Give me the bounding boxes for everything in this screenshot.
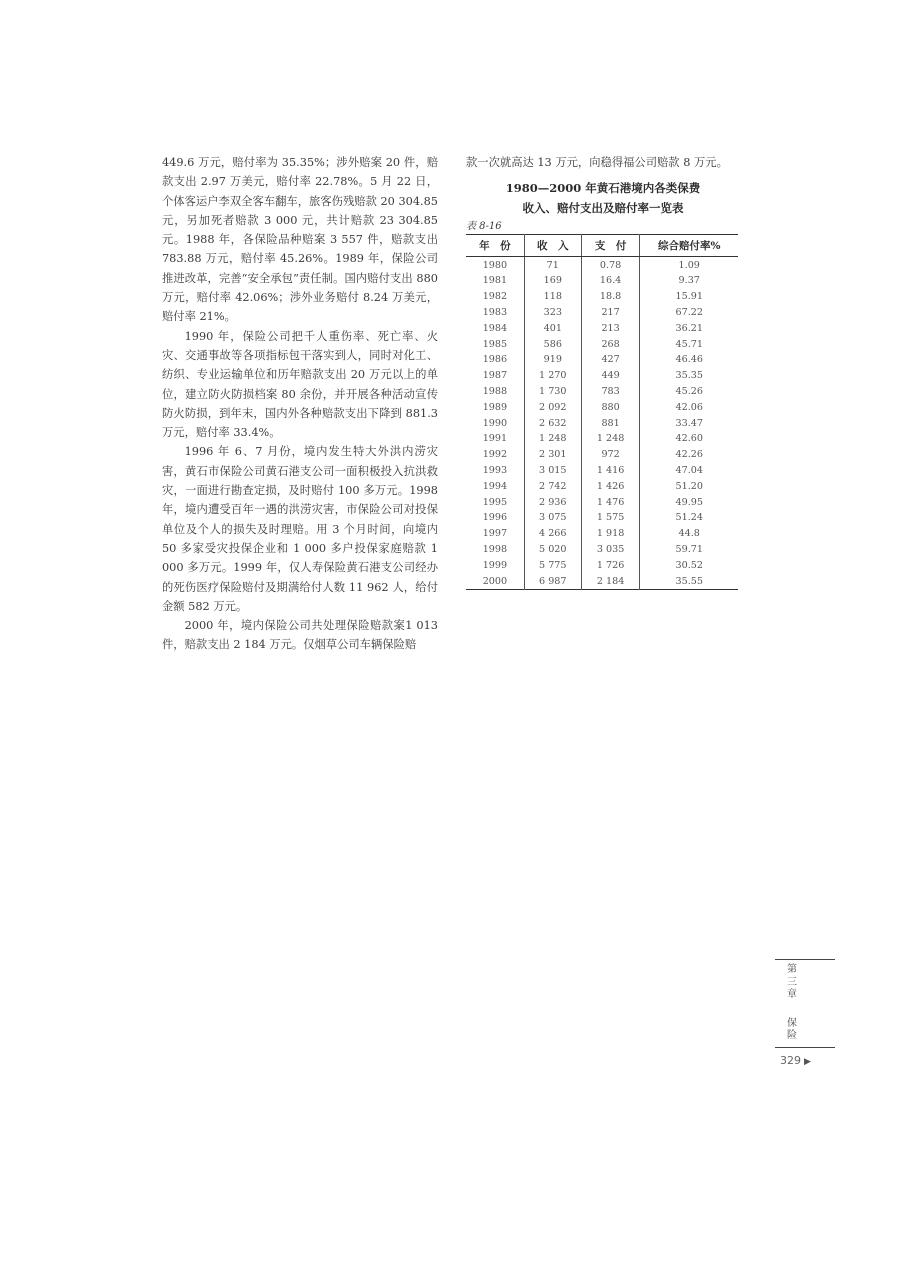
header-rate: 综合赔付率% bbox=[640, 235, 738, 257]
cell-income: 2 632 bbox=[524, 415, 581, 431]
cell-year: 1986 bbox=[482, 354, 508, 366]
cell-payment: 3 035 bbox=[581, 542, 640, 558]
cell-payment: 880 bbox=[581, 399, 640, 415]
right-column bbox=[466, 153, 740, 590]
cell-year: 1996 bbox=[482, 512, 508, 524]
table-row bbox=[466, 336, 738, 352]
cell-year: 1988 bbox=[482, 386, 508, 398]
chapter-label: 第三章 bbox=[787, 964, 797, 1000]
table-row bbox=[466, 463, 738, 479]
table-row bbox=[466, 573, 738, 589]
cell-income: 2 936 bbox=[524, 494, 581, 510]
cell-income: 5 020 bbox=[524, 542, 581, 558]
cell-payment: 1 726 bbox=[581, 557, 640, 573]
cell-payment: 1 248 bbox=[581, 431, 640, 447]
cell-rate: 51.20 bbox=[640, 478, 738, 494]
cell-income: 586 bbox=[524, 336, 581, 352]
cell-rate: 46.46 bbox=[640, 352, 738, 368]
cell-payment: 18.8 bbox=[581, 289, 640, 305]
cell-year: 1985 bbox=[482, 338, 508, 350]
table-row bbox=[466, 526, 738, 542]
cell-income: 169 bbox=[524, 273, 581, 289]
cell-rate: 30.52 bbox=[640, 557, 738, 573]
cell-payment: 972 bbox=[581, 447, 640, 463]
cell-payment: 1 426 bbox=[581, 478, 640, 494]
table-title-line-2: 收入、赔付支出及赔付率一览表 bbox=[522, 201, 684, 216]
table-row bbox=[466, 384, 738, 400]
cell-income: 5 775 bbox=[524, 557, 581, 573]
cell-payment: 213 bbox=[581, 320, 640, 336]
cell-year: 1993 bbox=[482, 465, 508, 477]
header-income: 收 入 bbox=[524, 235, 581, 257]
continuation-line: 款一次就高达 13 万元，向稳得福公司赔款 8 万元。 bbox=[466, 156, 728, 169]
header-payment: 支 付 bbox=[581, 235, 640, 257]
cell-rate: 33.47 bbox=[640, 415, 738, 431]
cell-rate: 49.95 bbox=[640, 494, 738, 510]
table-row bbox=[466, 510, 738, 526]
cell-rate: 36.21 bbox=[640, 320, 738, 336]
table-header-row bbox=[466, 235, 738, 257]
table-title-line-1: 1980—2000 年黄石港境内各类保费 bbox=[505, 181, 701, 196]
cell-income: 2 092 bbox=[524, 399, 581, 415]
cell-payment: 1 416 bbox=[581, 463, 640, 479]
table-row bbox=[466, 542, 738, 558]
cell-income: 118 bbox=[524, 289, 581, 305]
cell-year: 1980 bbox=[482, 259, 508, 271]
cell-rate: 51.24 bbox=[640, 510, 738, 526]
cell-income: 919 bbox=[524, 352, 581, 368]
cell-year: 1997 bbox=[482, 528, 508, 540]
cell-year: 1990 bbox=[482, 417, 508, 429]
cell-income: 401 bbox=[524, 320, 581, 336]
body-paragraph: 449.6 万元，赔付率为 35.35%；涉外赔案 20 件，赔款支出 2.97 万美元，赔付率 22.78%。5 月 22 日，个体客运户李双全客车翻车，旅客伤残赔款 20 304.85 元，另加死者赔款 3 000 元，共计赔款 23 304.85 元。1988 年，各保险品种赔案 3 557 件，赔款支出 783.88 万元，赔付率 45.26%。1989 年，保险公司推进改革，完善“安全承包”责任制。国内赔付支出 880 万元，赔付率 42.06%；涉外业务赔付 8.24 万美元，赔付率 21%。 bbox=[162, 156, 438, 324]
table-row bbox=[466, 305, 738, 321]
cell-rate: 59.71 bbox=[640, 542, 738, 558]
cell-year: 1992 bbox=[482, 449, 508, 461]
cell-income: 1 730 bbox=[524, 384, 581, 400]
cell-payment: 1 575 bbox=[581, 510, 640, 526]
cell-payment: 2 184 bbox=[581, 573, 640, 589]
cell-rate: 44.8 bbox=[640, 526, 738, 542]
cell-year: 1983 bbox=[482, 307, 508, 319]
left-text-column bbox=[162, 153, 438, 655]
cell-payment: 427 bbox=[581, 352, 640, 368]
cell-payment: 1 918 bbox=[581, 526, 640, 542]
cell-year: 1989 bbox=[482, 401, 508, 413]
table-row bbox=[466, 415, 738, 431]
table-row bbox=[466, 478, 738, 494]
body-paragraph: 2000 年，境内保险公司共处理保险赔款案1 013 件，赔款支出 2 184 万元。仅烟草公司车辆保险赔 bbox=[162, 619, 438, 652]
cell-payment: 783 bbox=[581, 384, 640, 400]
table-number: 表 8-16 bbox=[466, 221, 502, 233]
cell-payment: 881 bbox=[581, 415, 640, 431]
cell-rate: 42.06 bbox=[640, 399, 738, 415]
cell-year: 1995 bbox=[482, 496, 508, 508]
table-title bbox=[466, 178, 740, 218]
cell-year: 2000 bbox=[482, 575, 508, 587]
cell-income: 6 987 bbox=[524, 573, 581, 589]
cell-payment: 268 bbox=[581, 336, 640, 352]
table-row bbox=[466, 320, 738, 336]
chapter-side-tab bbox=[775, 959, 835, 1048]
cell-year: 1994 bbox=[482, 480, 508, 492]
cell-year: 1991 bbox=[482, 433, 508, 445]
table-row bbox=[466, 431, 738, 447]
cell-income: 3 075 bbox=[524, 510, 581, 526]
cell-rate: 35.35 bbox=[640, 368, 738, 384]
page-number bbox=[780, 1054, 811, 1067]
cell-rate: 35.55 bbox=[640, 573, 738, 589]
side-tab-top-rule bbox=[775, 959, 835, 960]
cell-income: 3 015 bbox=[524, 463, 581, 479]
cell-rate: 1.09 bbox=[640, 257, 738, 273]
cell-rate: 47.04 bbox=[640, 463, 738, 479]
table-row bbox=[466, 447, 738, 463]
cell-rate: 15.91 bbox=[640, 289, 738, 305]
header-year: 年 份 bbox=[466, 235, 524, 257]
table-row bbox=[466, 352, 738, 368]
table-row bbox=[466, 368, 738, 384]
cell-year: 1998 bbox=[482, 544, 508, 556]
cell-rate: 9.37 bbox=[640, 273, 738, 289]
table-row bbox=[466, 257, 738, 273]
cell-income: 1 270 bbox=[524, 368, 581, 384]
cell-income: 71 bbox=[524, 257, 581, 273]
cell-rate: 42.60 bbox=[640, 431, 738, 447]
cell-income: 1 248 bbox=[524, 431, 581, 447]
body-paragraph: 1990 年，保险公司把千人重伤率、死亡率、火灾、交通事故等各项指标包干落实到人，同时对化工、纺织、专业运输单位和历年赔款支出 20 万元以上的单位，建立防火防损档案 80 余份，并开展各种活动宣传防火防损，到年末，国内外各种赔款支出下降到 881.3 万元，赔付率 33.4%。 bbox=[162, 329, 438, 440]
table-row bbox=[466, 273, 738, 289]
cell-income: 4 266 bbox=[524, 526, 581, 542]
page-number-text: 329 bbox=[780, 1054, 801, 1067]
cell-year: 1984 bbox=[482, 322, 508, 334]
cell-payment: 449 bbox=[581, 368, 640, 384]
triangle-right-icon: ▶ bbox=[804, 1057, 811, 1067]
side-tab-bottom-rule bbox=[775, 1047, 835, 1048]
cell-year: 1999 bbox=[482, 559, 508, 571]
cell-year: 1981 bbox=[482, 275, 508, 287]
cell-payment: 217 bbox=[581, 305, 640, 321]
section-label: 保险 bbox=[787, 1017, 797, 1041]
table-row bbox=[466, 494, 738, 510]
cell-rate: 67.22 bbox=[640, 305, 738, 321]
table-row bbox=[466, 399, 738, 415]
table-row bbox=[466, 557, 738, 573]
cell-payment: 0.78 bbox=[581, 257, 640, 273]
cell-income: 323 bbox=[524, 305, 581, 321]
body-paragraph: 1996 年 6、7 月份，境内发生特大外洪内涝灾害，黄石市保险公司黄石港支公司一面积极投入抗洪救灾，一面进行勘查定损，及时赔付 100 多万元。1998 年，境内遭受百年一遇的洪涝灾害，市保险公司对投保单位及个人的损失及时理赔。用 3 个月时间，向境内 50 多家受灾投保企业和 1 000 多户投保家庭赔款 1 000 多万元。1999 年，仅人寿保险黄石港支公司经办的死伤医疗保险赔付及期满给付人数 11 962 人，给付金额 582 万元。 bbox=[162, 445, 438, 613]
cell-income: 2 742 bbox=[524, 478, 581, 494]
table-body bbox=[466, 257, 738, 590]
cell-income: 2 301 bbox=[524, 447, 581, 463]
cell-year: 1982 bbox=[482, 291, 508, 303]
cell-rate: 45.71 bbox=[640, 336, 738, 352]
cell-rate: 42.26 bbox=[640, 447, 738, 463]
cell-payment: 16.4 bbox=[581, 273, 640, 289]
cell-payment: 1 476 bbox=[581, 494, 640, 510]
table-row bbox=[466, 289, 738, 305]
insurance-data-table bbox=[466, 234, 738, 590]
cell-year: 1987 bbox=[482, 370, 508, 382]
cell-rate: 45.26 bbox=[640, 384, 738, 400]
